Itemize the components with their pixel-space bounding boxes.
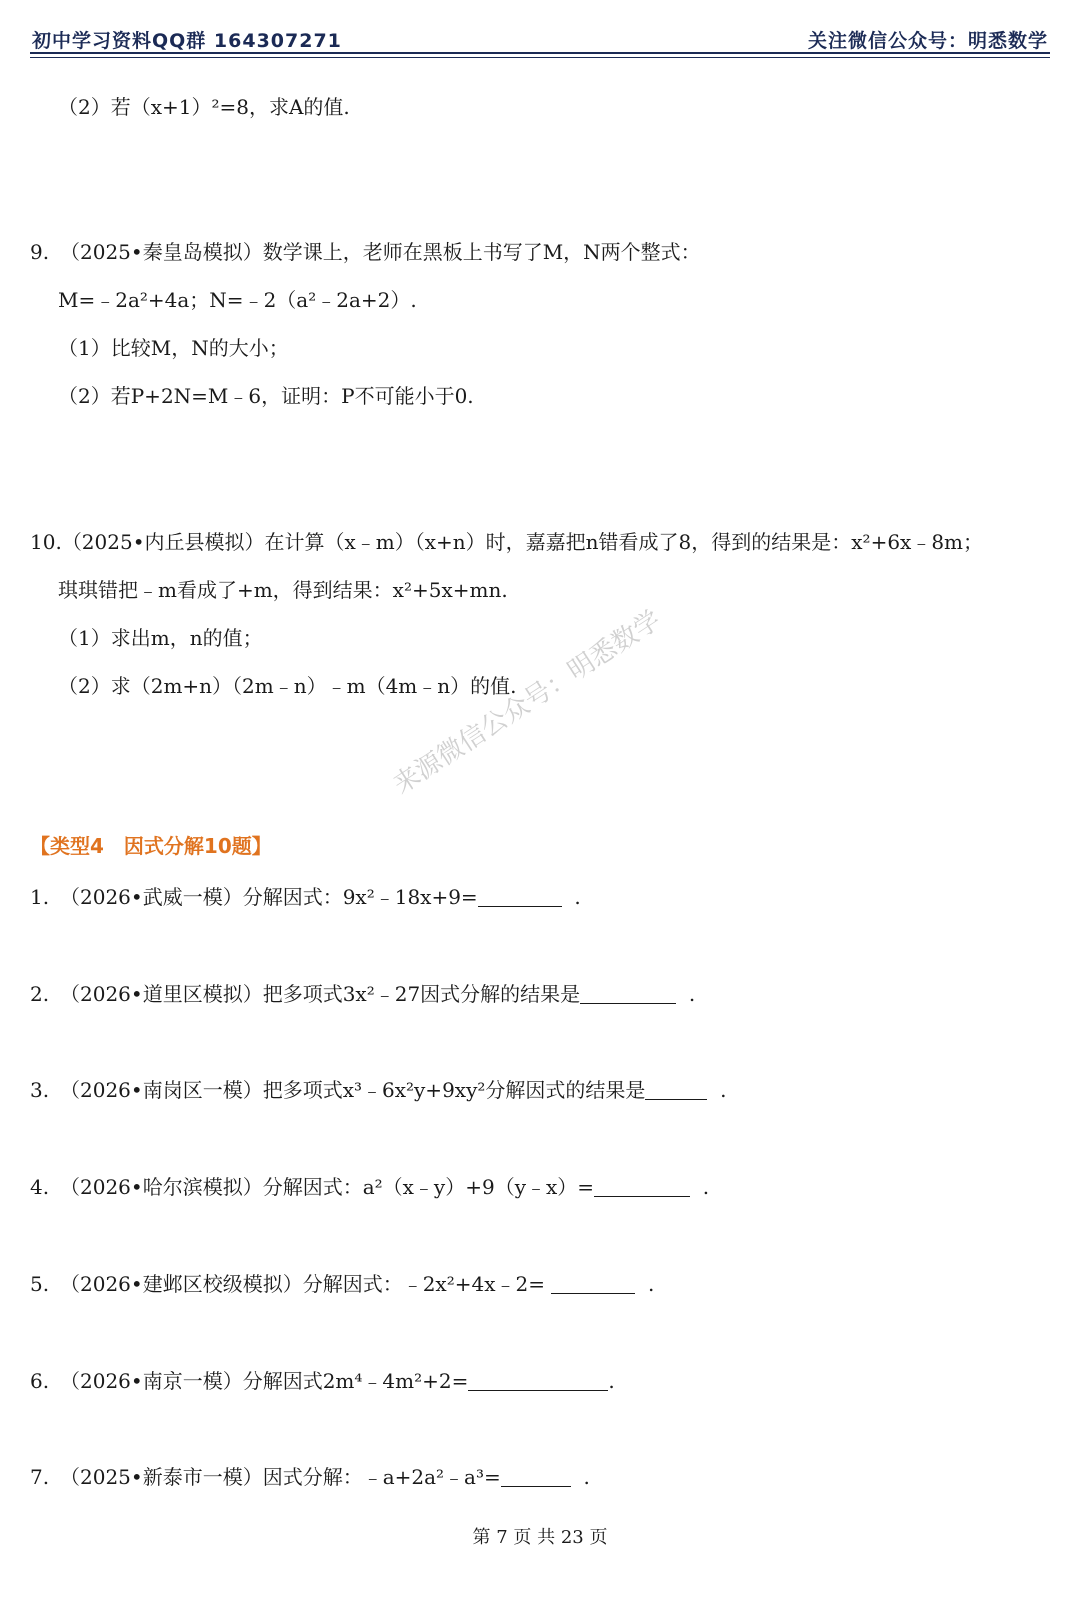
q10-part1: （1）求出m，n的值； [58, 626, 263, 650]
factor-item [30, 1467, 590, 1487]
factor-item [30, 1080, 726, 1100]
factor-item [30, 984, 695, 1004]
item-number: 1. [30, 885, 50, 909]
header-wechat-label: 关注微信公众号：明悉数学 [807, 30, 1048, 52]
item-text: （2025•新泰市一模）因式分解：﹣a+2a²﹣a³= [60, 1465, 501, 1489]
q9-stem [30, 242, 701, 262]
answer-blank[interactable] [468, 1374, 608, 1391]
item-text: （2026•哈尔滨模拟）分解因式：a²（x﹣y）+9（y﹣x）= [60, 1175, 595, 1199]
q9-text: （2025•秦皇岛模拟）数学课上，老师在黑板上书写了M，N两个整式： [60, 240, 701, 264]
item-text: （2026•道里区模拟）把多项式3x²﹣27因式分解的结果是 [60, 982, 581, 1006]
answer-blank[interactable] [551, 1277, 635, 1294]
watermark-text: 来源微信公众号：明悉数学 [388, 605, 667, 801]
item-end: . [688, 982, 696, 1006]
item-end: . [648, 1272, 655, 1296]
answer-blank[interactable] [645, 1083, 707, 1100]
factor-item [30, 1274, 654, 1294]
header-group-label: 初中学习资料QQ群 164307271 [32, 30, 342, 52]
item-end: . [583, 1465, 590, 1489]
item-number: 4. [30, 1175, 50, 1199]
item-end: . [608, 1369, 615, 1393]
item-end: . [720, 1078, 727, 1102]
page-footer: 第 7 页 共 23 页 [472, 1527, 608, 1548]
factor-item [30, 1371, 615, 1391]
answer-blank[interactable] [501, 1470, 571, 1487]
answer-blank[interactable] [594, 1180, 690, 1197]
item-text: （2026•武威一模）分解因式：9x²﹣18x+9= [60, 885, 478, 909]
q10-text: （2025•内丘县模拟）在计算（x﹣m）（x+n）时，嘉嘉把n错看成了8，得到的结果是：x²+6x﹣8m； [61, 530, 984, 554]
answer-blank[interactable] [580, 987, 676, 1004]
item-number: 5. [30, 1272, 50, 1296]
q8-part2: （2）若（x+1）²=8，求A的值. [58, 95, 350, 119]
item-number: 6. [30, 1369, 50, 1393]
item-number: 2. [30, 982, 50, 1006]
item-text: （2026•建邺区校级模拟）分解因式：﹣2x²+4x﹣2= [60, 1272, 545, 1296]
item-text: （2026•南京一模）分解因式2m⁴﹣4m²+2= [60, 1369, 469, 1393]
section-heading: 【类型4 因式分解10题】 [30, 834, 272, 858]
item-number: 3. [30, 1078, 50, 1102]
q10-number: 10. [30, 530, 62, 554]
answer-blank[interactable] [478, 890, 562, 907]
factor-item [30, 887, 581, 907]
item-end: . [702, 1175, 710, 1199]
page-header [30, 22, 1050, 52]
q10-stem [30, 532, 983, 552]
item-end: . [574, 885, 581, 909]
q10-stem-continued: 琪琪错把﹣m看成了+m，得到结果：x²+5x+mn. [58, 578, 508, 602]
factor-item [30, 1177, 709, 1197]
q10-part2: （2）求（2m+n）（2m﹣n）﹣m（4m﹣n）的值. [58, 674, 517, 698]
q9-expression: M=﹣2a²+4a；N=﹣2（a²﹣2a+2）. [58, 288, 417, 312]
header-rule [30, 52, 1050, 54]
header-rule-thin [30, 57, 1050, 58]
q9-number: 9. [30, 240, 50, 264]
q9-part1: （1）比较M，N的大小； [58, 336, 289, 360]
item-number: 7. [30, 1465, 50, 1489]
item-text: （2026•南岗区一模）把多项式x³﹣6x²y+9xy²分解因式的结果是 [60, 1078, 646, 1102]
q9-part2: （2）若P+2N=M﹣6，证明：P不可能小于0. [58, 384, 474, 408]
